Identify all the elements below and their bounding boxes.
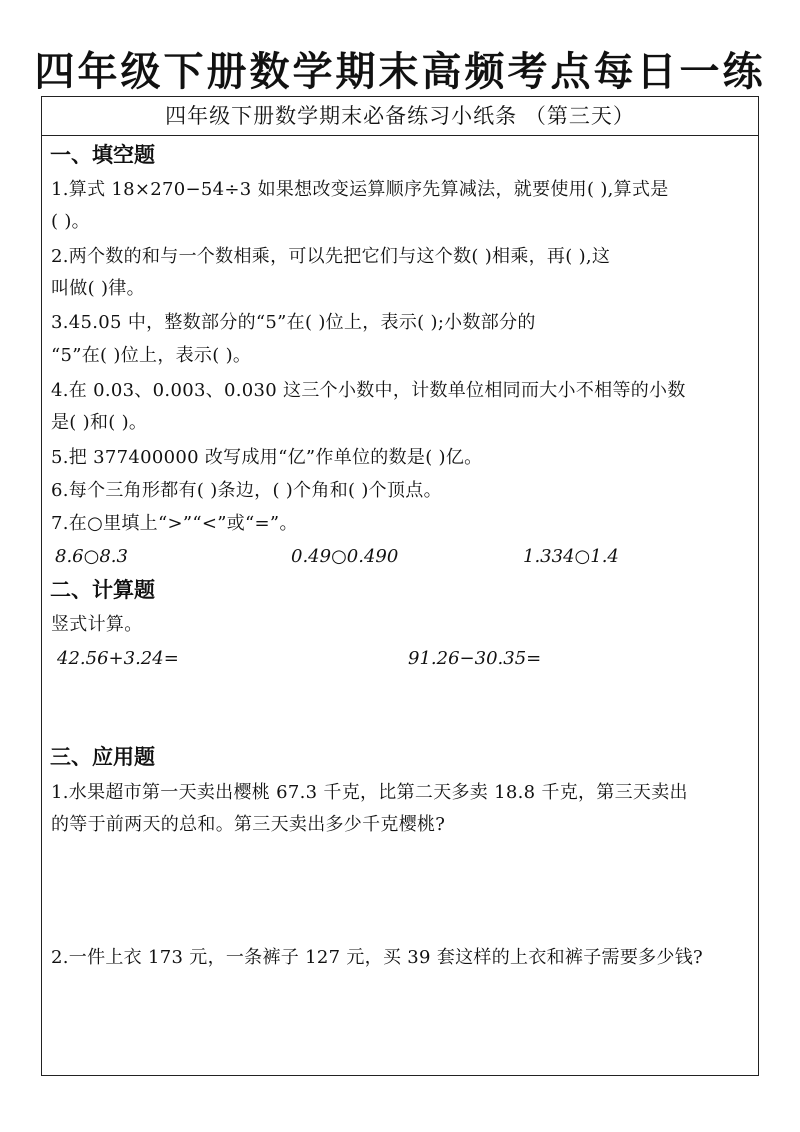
section-title-fill-blank: 一、填空题: [50, 143, 155, 167]
calculation-problem: 42.56+3.24=: [57, 648, 179, 669]
question-line: 4.在 0.03、0.003、0.030 这三个小数中，计数单位相同而大小不相等的小数: [51, 380, 686, 401]
comparison-item: 0.49○0.490: [291, 546, 399, 567]
sub-header: 四年级下册数学期末必备练习小纸条 （第三天）: [42, 97, 758, 136]
question-line: ( )。: [51, 211, 90, 232]
question-line: 6.每个三角形都有( )条边，( )个角和( )个顶点。: [51, 480, 442, 501]
calculation-instruction: 竖式计算。: [51, 614, 143, 635]
section-title-calculation: 二、计算题: [50, 578, 155, 602]
word-problem-line: 的等于前两天的总和。第三天卖出多少千克樱桃?: [51, 814, 446, 835]
comparison-item: 8.6○8.3: [55, 546, 128, 567]
word-problem-line: 2.一件上衣 173 元，一条裤子 127 元，买 39 套这样的上衣和裤子需要多少钱?: [51, 947, 703, 968]
question-line: 2.两个数的和与一个数相乘，可以先把它们与这个数( )相乘，再( ),这: [51, 246, 611, 267]
question-line: 5.把 377400000 改写成用“亿”作单位的数是( )亿。: [51, 447, 483, 468]
question-line: “5”在( )位上，表示( )。: [51, 345, 252, 366]
calculation-problem: 91.26−30.35=: [408, 648, 542, 669]
worksheet-frame: [41, 96, 759, 1076]
question-line: 7.在○里填上“>”“<”或“=”。: [51, 513, 298, 534]
question-line: 3.45.05 中，整数部分的“5”在( )位上，表示( );小数部分的: [51, 312, 536, 333]
word-problem-line: 1.水果超市第一天卖出樱桃 67.3 千克，比第二天多卖 18.8 千克，第三天卖出: [51, 782, 688, 803]
comparison-item: 1.334○1.4: [523, 546, 619, 567]
question-line: 1.算式 18×270−54÷3 如果想改变运算顺序先算减法，就要使用( ),算式是: [51, 179, 669, 200]
main-title: 四年级下册数学期末高频考点每日一练: [34, 49, 766, 95]
question-line: 叫做( )律。: [51, 278, 145, 299]
section-title-application: 三、应用题: [50, 745, 155, 769]
question-line: 是( )和( )。: [51, 412, 148, 433]
